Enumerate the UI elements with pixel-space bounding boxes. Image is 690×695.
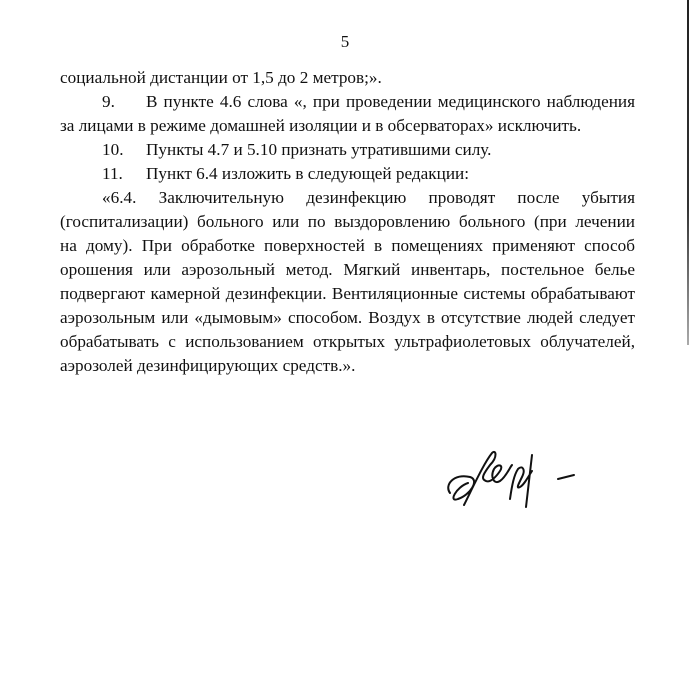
item-text: Пункты 4.7 и 5.10 признать утратившими силу.	[146, 140, 492, 159]
list-item-9	[60, 90, 635, 114]
item-text: В пункте 4.6 слова «, при проведении медицинского наблюдения	[146, 92, 635, 111]
item-number: 9.	[102, 92, 115, 111]
page-number: 5	[340, 32, 350, 51]
item-text: Пункт 6.4 изложить в следующей редакции:	[146, 164, 470, 183]
text-line: орошения или аэрозольный метод. Мягкий инвентарь, постельное белье	[60, 260, 635, 279]
text-line: подвергают камерной дезинфекции. Вентиляционные системы обрабатывают	[60, 284, 635, 303]
text-line: на дому). При обработке поверхностей в помещениях применяют способ	[60, 236, 635, 255]
list-item-10	[60, 138, 635, 162]
item-number: 10.	[102, 140, 124, 159]
item-number: 11.	[102, 164, 123, 183]
signature	[440, 435, 580, 515]
text-line: аэрозольным или «дымовым» способом. Воздух в отсутствие людей следует	[60, 308, 635, 327]
text-line: социальной дистанции от 1,5 до 2 метров;».	[60, 68, 382, 87]
signature-stroke	[448, 452, 532, 507]
text-line: обрабатывать с использованием открытых ультрафиолетовых облучателей,	[60, 332, 635, 351]
text-line: за лицами в режиме домашней изоляции и в обсерваторах» исключить.	[60, 116, 582, 135]
list-item-11	[60, 162, 635, 186]
document-body	[60, 66, 635, 378]
text-line: (госпитализации) больного или по выздоровлению больного (при лечении	[60, 212, 635, 231]
text-line: аэрозолей дезинфицирующих средств.».	[60, 356, 356, 375]
text-line: «6.4. Заключительную дезинфекцию проводят после убытия	[102, 188, 635, 207]
signature-dash	[558, 475, 574, 479]
